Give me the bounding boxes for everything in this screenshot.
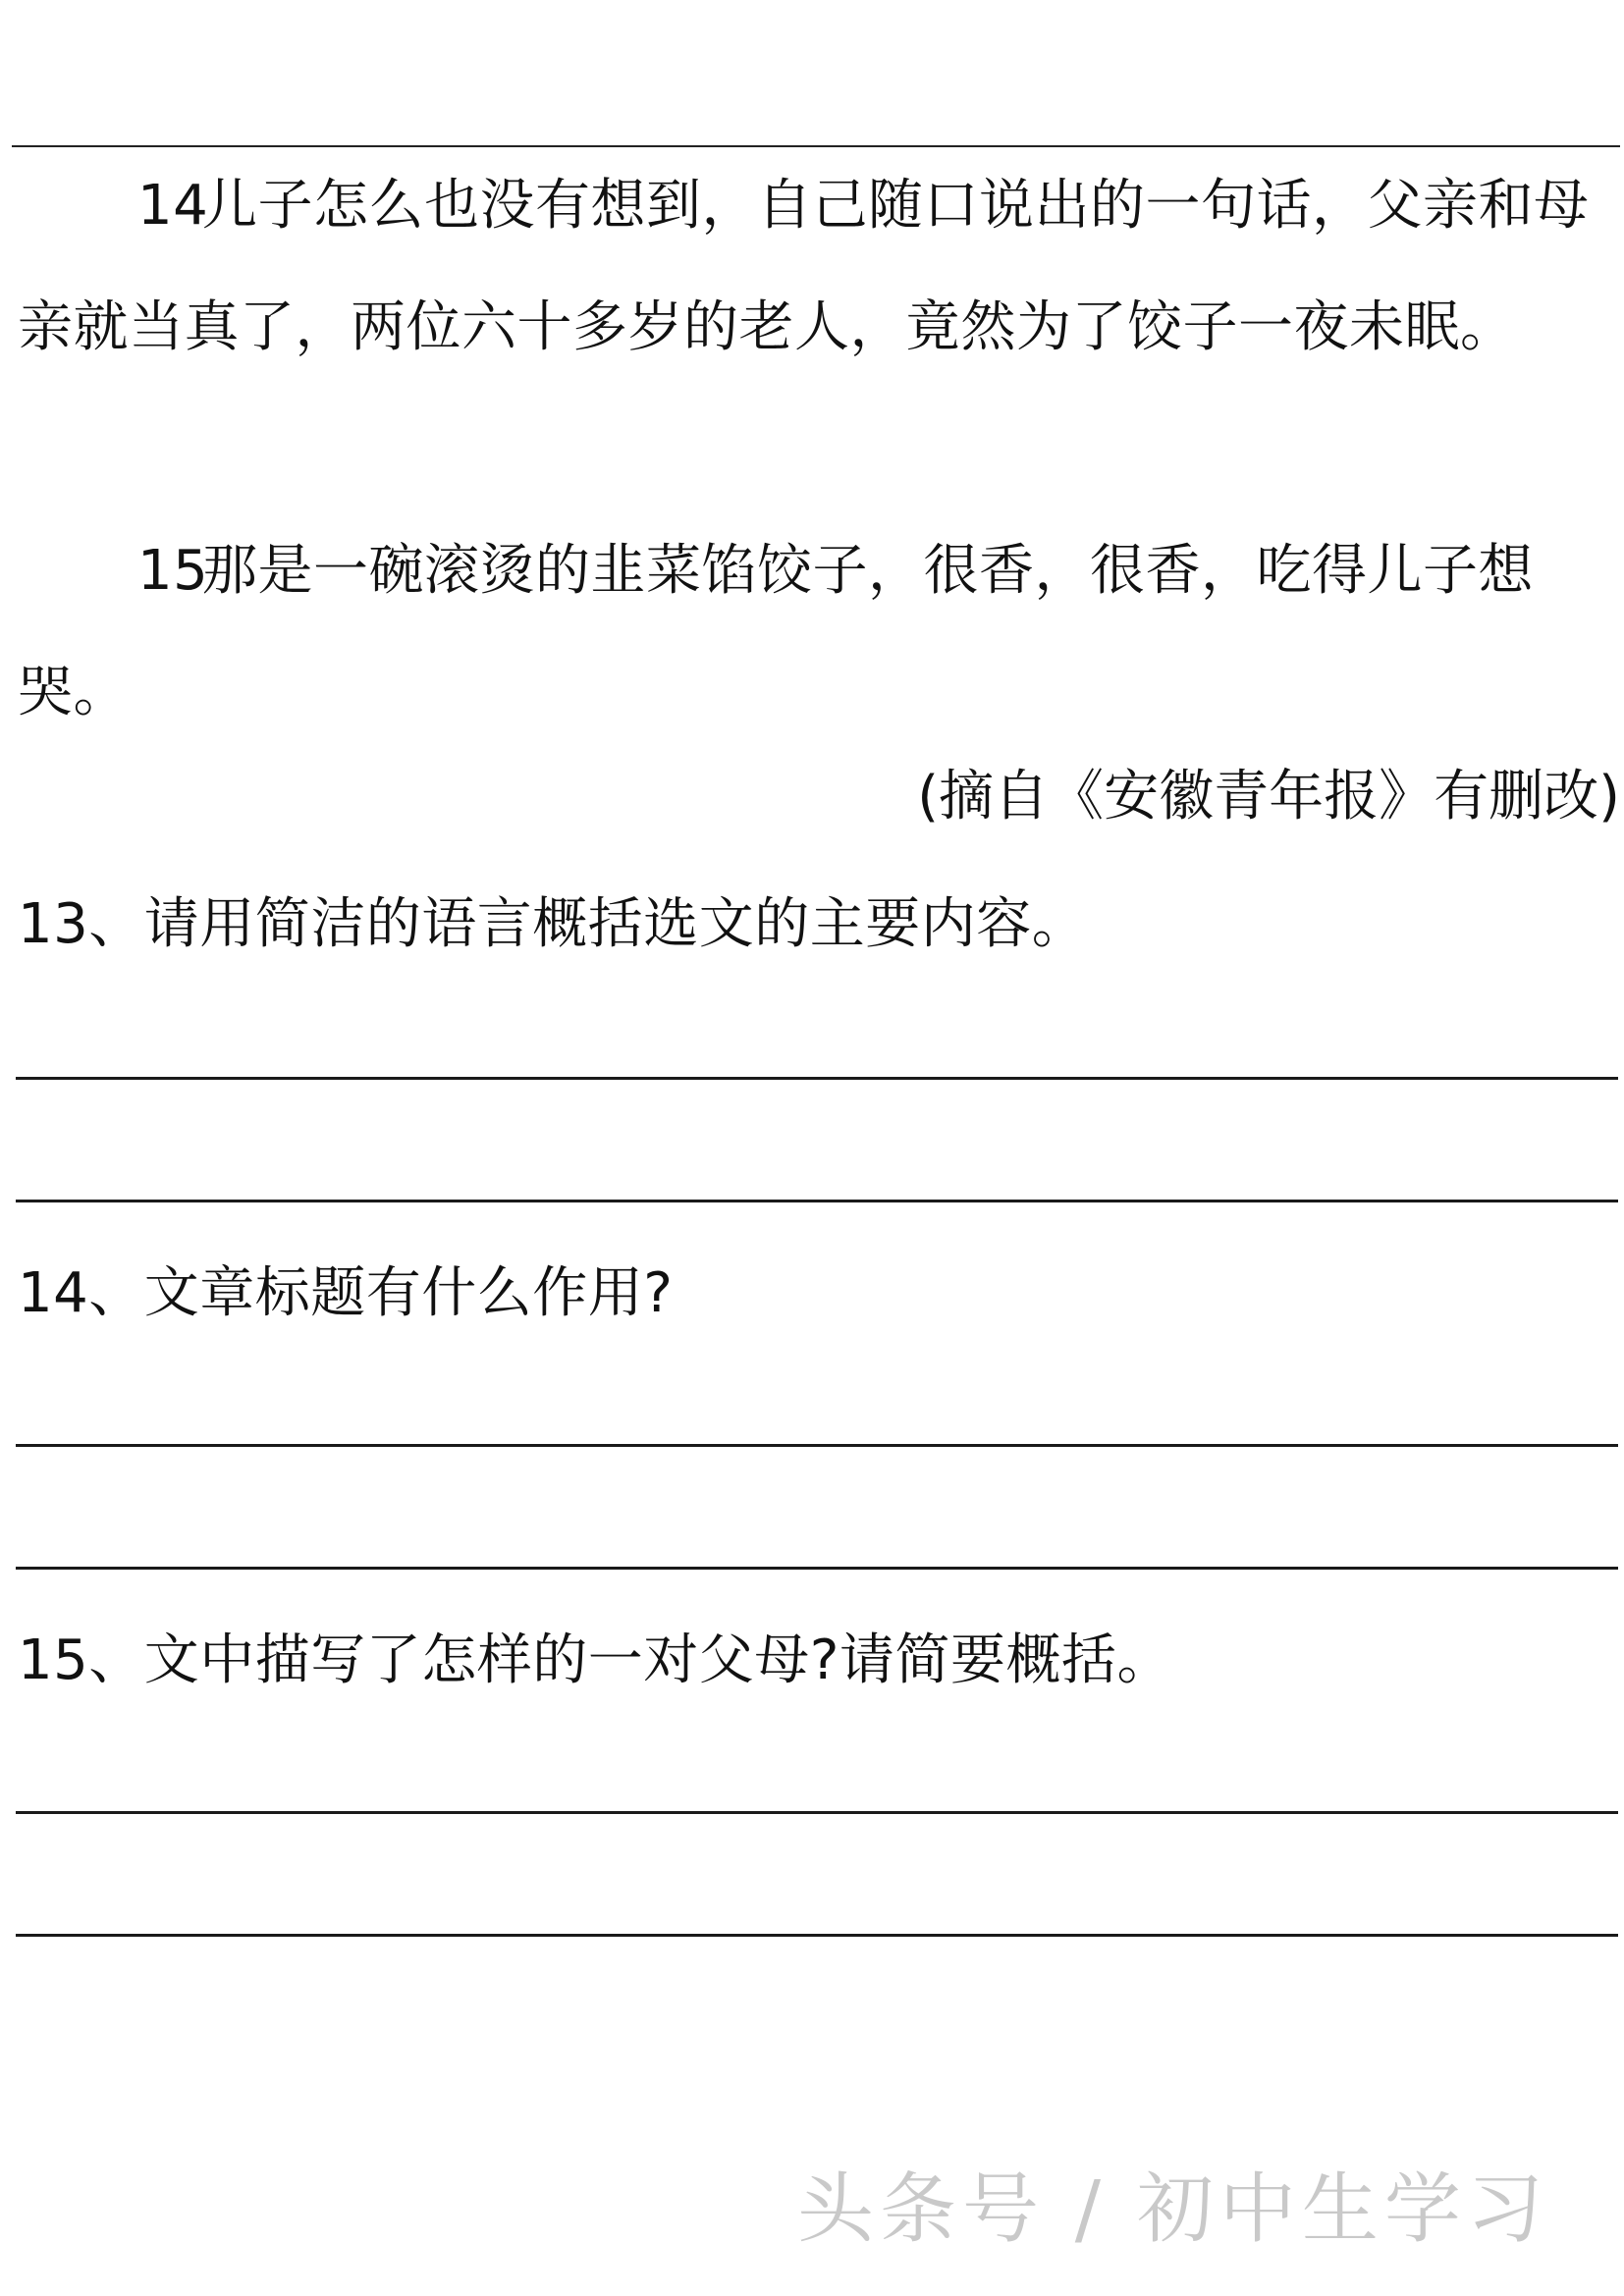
question-14: 14、文章标题有什么作用?: [18, 1261, 674, 1325]
watermark: 头条号 / 初中生学习: [797, 2165, 1549, 2254]
answer-line[interactable]: [16, 1200, 1618, 1202]
passage-source: (摘自《安徽青年报》有删改): [917, 765, 1620, 828]
answer-line[interactable]: [16, 1077, 1618, 1080]
paragraph-number: 14: [137, 174, 209, 238]
answer-line[interactable]: [16, 1934, 1618, 1937]
paragraph-text: 儿子怎么也没有想到，自己随口说出的一句话，父亲和母亲就当真了，两位六十多岁的老人，竟然为了饺子一夜未眠。: [18, 174, 1590, 359]
question-13: 13、请用简洁的语言概括选文的主要内容。: [18, 892, 1088, 956]
paragraph-text: 那是一碗滚烫的韭菜馅饺子，很香，很香，吃得儿子想哭。: [18, 539, 1534, 724]
question-15: 15、文中描写了怎样的一对父母?请简要概括。: [18, 1629, 1172, 1692]
answer-line[interactable]: [16, 1811, 1618, 1814]
paragraph-number: 15: [137, 539, 209, 603]
answer-line[interactable]: [16, 1444, 1618, 1447]
answer-line[interactable]: [16, 1567, 1618, 1570]
passage-paragraph-15: [18, 510, 1618, 754]
passage-paragraph-14: [18, 145, 1618, 389]
